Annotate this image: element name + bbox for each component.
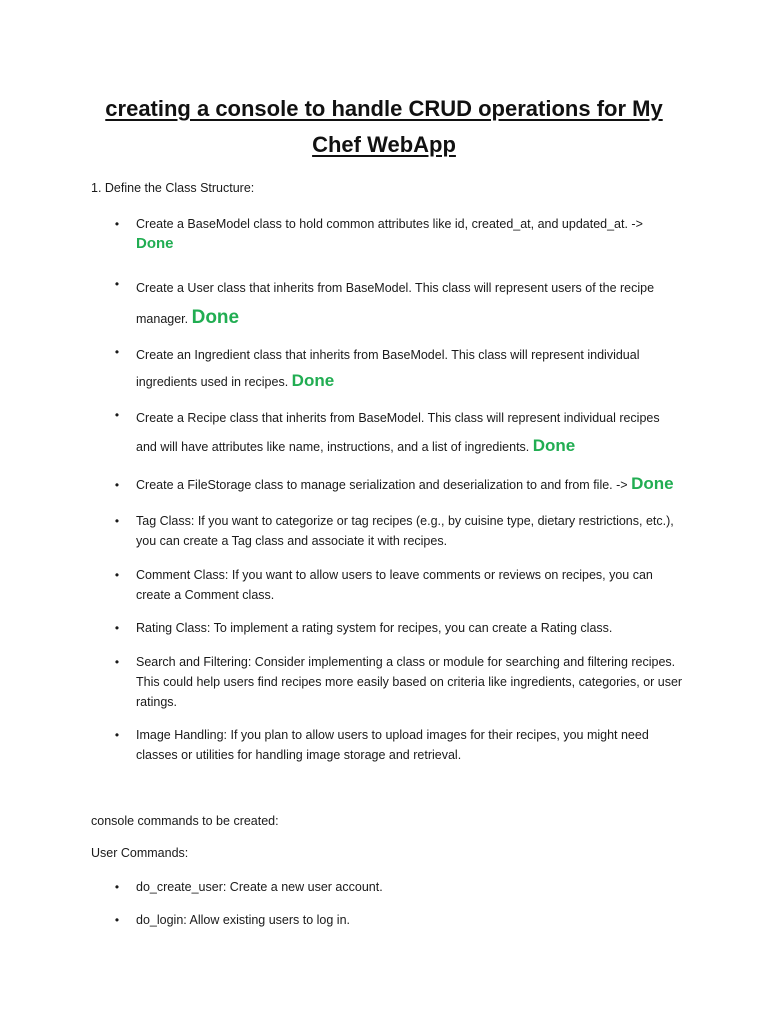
section-heading-console-commands: console commands to be created:	[91, 814, 279, 828]
list-item-user	[136, 274, 676, 334]
list-item-do-login: do_login: Allow existing users to log in.	[136, 913, 351, 927]
list-item-text: Create an Ingredient class that inherits from BaseModel. This class will represent individual ingredients used in recipes.	[136, 348, 640, 389]
document-title-line-1: creating a console to handle CRUD operations for My	[105, 96, 663, 121]
bullet-icon: •	[114, 655, 120, 669]
list-item-search-filtering: Search and Filtering: Consider implementing a class or module for searching and filtering recipes. This could help users find recipes more easily based on criteria like ingredients, categories, or user ratings.	[136, 655, 683, 709]
bullet-icon: •	[114, 913, 120, 927]
bullet-icon: •	[114, 728, 120, 742]
bullet-icon: •	[114, 514, 120, 528]
done-badge: Done	[191, 307, 240, 328]
list-item-text: Create a Recipe class that inherits from BaseModel. This class will represent individual recipes and will have attributes like name, instructions, and a list of ingredients.	[136, 411, 660, 454]
list-item-image-handling: Image Handling: If you plan to allow users to upload images for their recipes, you might need classes or utilities for handling image storage and retrieval.	[136, 728, 649, 762]
list-item-text: Create a FileStorage class to manage serialization and deserialization to and from file. ->	[136, 478, 628, 492]
bullet-icon: •	[114, 345, 120, 359]
list-item-ingredient	[136, 342, 656, 395]
bullet-icon: •	[114, 408, 120, 422]
bullet-icon: •	[114, 621, 120, 635]
bullet-icon: •	[114, 217, 120, 231]
bullet-icon: •	[114, 277, 120, 291]
bullet-icon: •	[114, 478, 120, 492]
done-badge: Done	[136, 235, 174, 252]
section-heading-user-commands: User Commands:	[91, 846, 189, 860]
list-item-text: Create a User class that inherits from BaseModel. This class will represent users of the recipe manager.	[136, 281, 655, 326]
section-heading-class-structure: 1. Define the Class Structure:	[91, 181, 255, 195]
list-item-comment-class: Comment Class: If you want to allow users to leave comments or reviews on recipes, you can create a Comment class.	[136, 568, 653, 602]
done-badge: Done	[532, 436, 576, 455]
list-item-rating-class: Rating Class: To implement a rating system for recipes, you can create a Rating class.	[136, 621, 613, 635]
list-item-tag-class: Tag Class: If you want to categorize or tag recipes (e.g., by cuisine type, dietary restrictions, etc.), you can create a Tag class and associate it with recipes.	[136, 514, 674, 548]
done-badge: Done	[291, 371, 335, 390]
document-title-line-2: Chef WebApp	[312, 132, 456, 157]
list-item-text: Create a BaseModel class to hold common attributes like id, created_at, and updated_at. ->	[136, 217, 643, 231]
bullet-icon: •	[114, 568, 120, 582]
list-item-recipe	[136, 405, 666, 461]
list-item-do-create-user: do_create_user: Create a new user account.	[136, 880, 383, 894]
done-badge: Done	[631, 474, 674, 493]
bullet-icon: •	[114, 880, 120, 894]
list-item-basemodel	[136, 214, 696, 254]
list-item-filestorage	[136, 474, 736, 495]
